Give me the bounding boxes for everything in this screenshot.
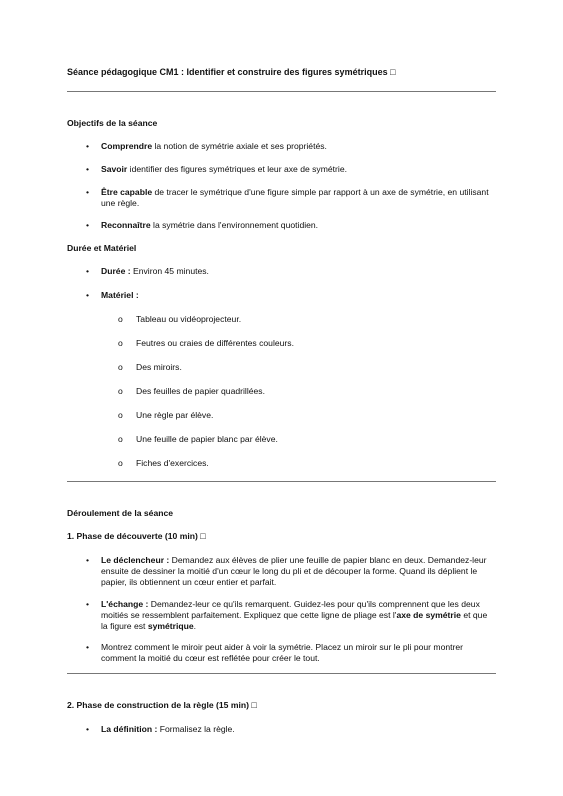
bullet-icon: •	[86, 724, 90, 734]
bullet-icon: •	[86, 164, 90, 174]
divider-3	[67, 673, 496, 674]
bullet-icon: •	[86, 220, 90, 230]
bullet-icon: •	[86, 141, 90, 151]
page-title	[67, 67, 396, 77]
divider-1	[67, 91, 496, 92]
objective-item-2: Savoir identifier des figures symétriques et leur axe de symétrie.	[101, 164, 347, 174]
bullet-icon: •	[86, 642, 90, 652]
sub-bullet-icon: o	[118, 314, 123, 324]
sub-bullet-icon: o	[118, 410, 123, 420]
phase1-item-2: L'échange : Demandez-leur ce qu'ils remarquent. Guidez-les pour qu'ils comprennent que les deux moitiés se ressemblent parfaitement. Expliquez que cette ligne de pliage est l'axe de symétrie et que la figure est symétrique.	[101, 599, 488, 631]
page-title-text: Séance pédagogique CM1 : Identifier et construire des figures symétriques	[67, 67, 388, 77]
duration-heading: Durée et Matériel	[67, 243, 137, 253]
sub-bullet-icon: o	[118, 362, 123, 372]
duree-item: Durée : Environ 45 minutes.	[101, 266, 209, 276]
materiel-sub-item: Des miroirs.	[136, 362, 182, 372]
phase1-heading: 1. Phase de découverte (10 min) □	[67, 531, 206, 541]
phase1-placeholder-icon: □	[200, 531, 206, 541]
deroulement-heading: Déroulement de la séance	[67, 508, 174, 518]
bullet-icon: •	[86, 266, 90, 276]
objective-item-1: Comprendre la notion de symétrie axiale et ses propriétés.	[101, 141, 327, 151]
phase1-item-1: Le déclencheur : Demandez aux élèves de plier une feuille de papier blanc en deux. Demandez-leur ensuite de dessiner la moitié d'un cœur le long du pli et de découper la forme. Quand ils déplient le papier, ils obtiennent un cœur entier et parfait.	[101, 555, 487, 587]
sub-bullet-icon: o	[118, 458, 123, 468]
materiel-sub-item: Une feuille de papier blanc par élève.	[136, 434, 278, 444]
bullet-icon: •	[86, 555, 90, 565]
phase2-heading: 2. Phase de construction de la règle (15 min) □	[67, 700, 257, 710]
materiel-sub-item: Des feuilles de papier quadrillées.	[136, 386, 265, 396]
objective-item-4: Reconnaître la symétrie dans l'environnement quotidien.	[101, 220, 319, 230]
phase1-item-3: Montrez comment le miroir peut aider à voir la symétrie. Placez un miroir sur le pli pour montrer comment la moitié du cœur est reflétée pour créer le tout.	[101, 642, 464, 663]
sub-bullet-icon: o	[118, 338, 123, 348]
title-placeholder-icon: □	[390, 67, 396, 77]
phase2-item-1: La définition : Formalisez la règle.	[101, 724, 235, 734]
bullet-icon: •	[86, 187, 90, 197]
bullet-icon: •	[86, 290, 90, 300]
objectives-heading: Objectifs de la séance	[67, 118, 158, 128]
materiel-sub-item: Une règle par élève.	[136, 410, 214, 420]
bullet-icon: •	[86, 599, 90, 609]
objective-item-3: Être capable de tracer le symétrique d'une figure simple par rapport à un axe de symétrie, en utilisant une règle.	[101, 187, 489, 208]
sub-bullet-icon: o	[118, 434, 123, 444]
divider-2	[67, 481, 496, 482]
materiel-sub-item: Fiches d'exercices.	[136, 458, 209, 468]
materiel-sub-item: Feutres ou craies de différentes couleurs.	[136, 338, 294, 348]
materiel-sub-item: Tableau ou vidéoprojecteur.	[136, 314, 242, 324]
materiel-item: Matériel :	[101, 290, 139, 300]
phase2-placeholder-icon: □	[251, 700, 257, 710]
sub-bullet-icon: o	[118, 386, 123, 396]
